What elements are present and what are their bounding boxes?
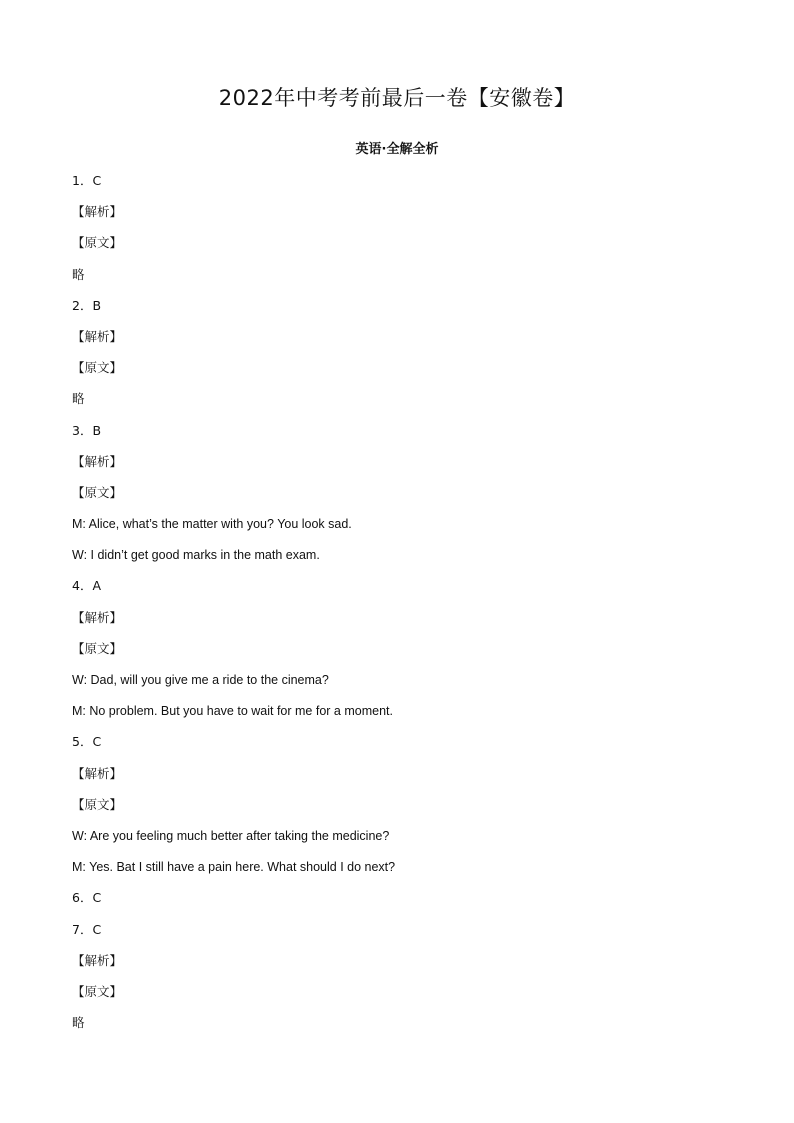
section-label: 【解析】 [72,952,123,968]
answer-line: 1．C [72,173,102,188]
section-label: 【解析】 [72,328,123,344]
transcript-line: W: Are you feeling much better after taking the medicine? [72,828,390,843]
answer-line: 7．C [72,921,102,937]
section-label: 【解析】 [72,204,123,220]
section-label: 【原文】 [72,983,123,999]
transcript-line: M: No problem. But you have to wait for me for a moment. [72,704,393,719]
text-line: 略 [72,266,85,282]
transcript-line: W: Dad, will you give me a ride to the cinema? [72,673,329,687]
page-title: 2022年中考考前最后一卷【安徽卷】 [218,86,576,110]
answer-line: 5．C [72,734,102,750]
section-label: 【解析】 [72,453,123,469]
answer-line: 2．B [72,297,102,313]
page-subtitle: 英语·全解全析 [355,142,439,157]
answer-list [72,171,732,1044]
transcript-line: M: Yes. Bat I still have a pain here. What should I do next? [72,860,396,875]
text-line: 略 [72,391,85,407]
answer-line: 6．C [72,890,102,906]
section-label: 【原文】 [72,360,123,376]
section-label: 【原文】 [72,640,123,656]
section-label: 【原文】 [72,484,123,500]
section-label: 【原文】 [72,796,123,812]
transcript-line: M: Alice, what’s the matter with you? You look sad. [72,517,352,532]
section-label: 【原文】 [72,235,123,251]
section-label: 【解析】 [72,765,123,781]
section-label: 【解析】 [72,609,123,625]
transcript-line: W: I didn’t get good marks in the math exam. [72,548,320,563]
answer-line: 3．B [72,422,102,438]
answer-line: 4．A [72,578,102,594]
text-line: 略 [72,1015,85,1031]
